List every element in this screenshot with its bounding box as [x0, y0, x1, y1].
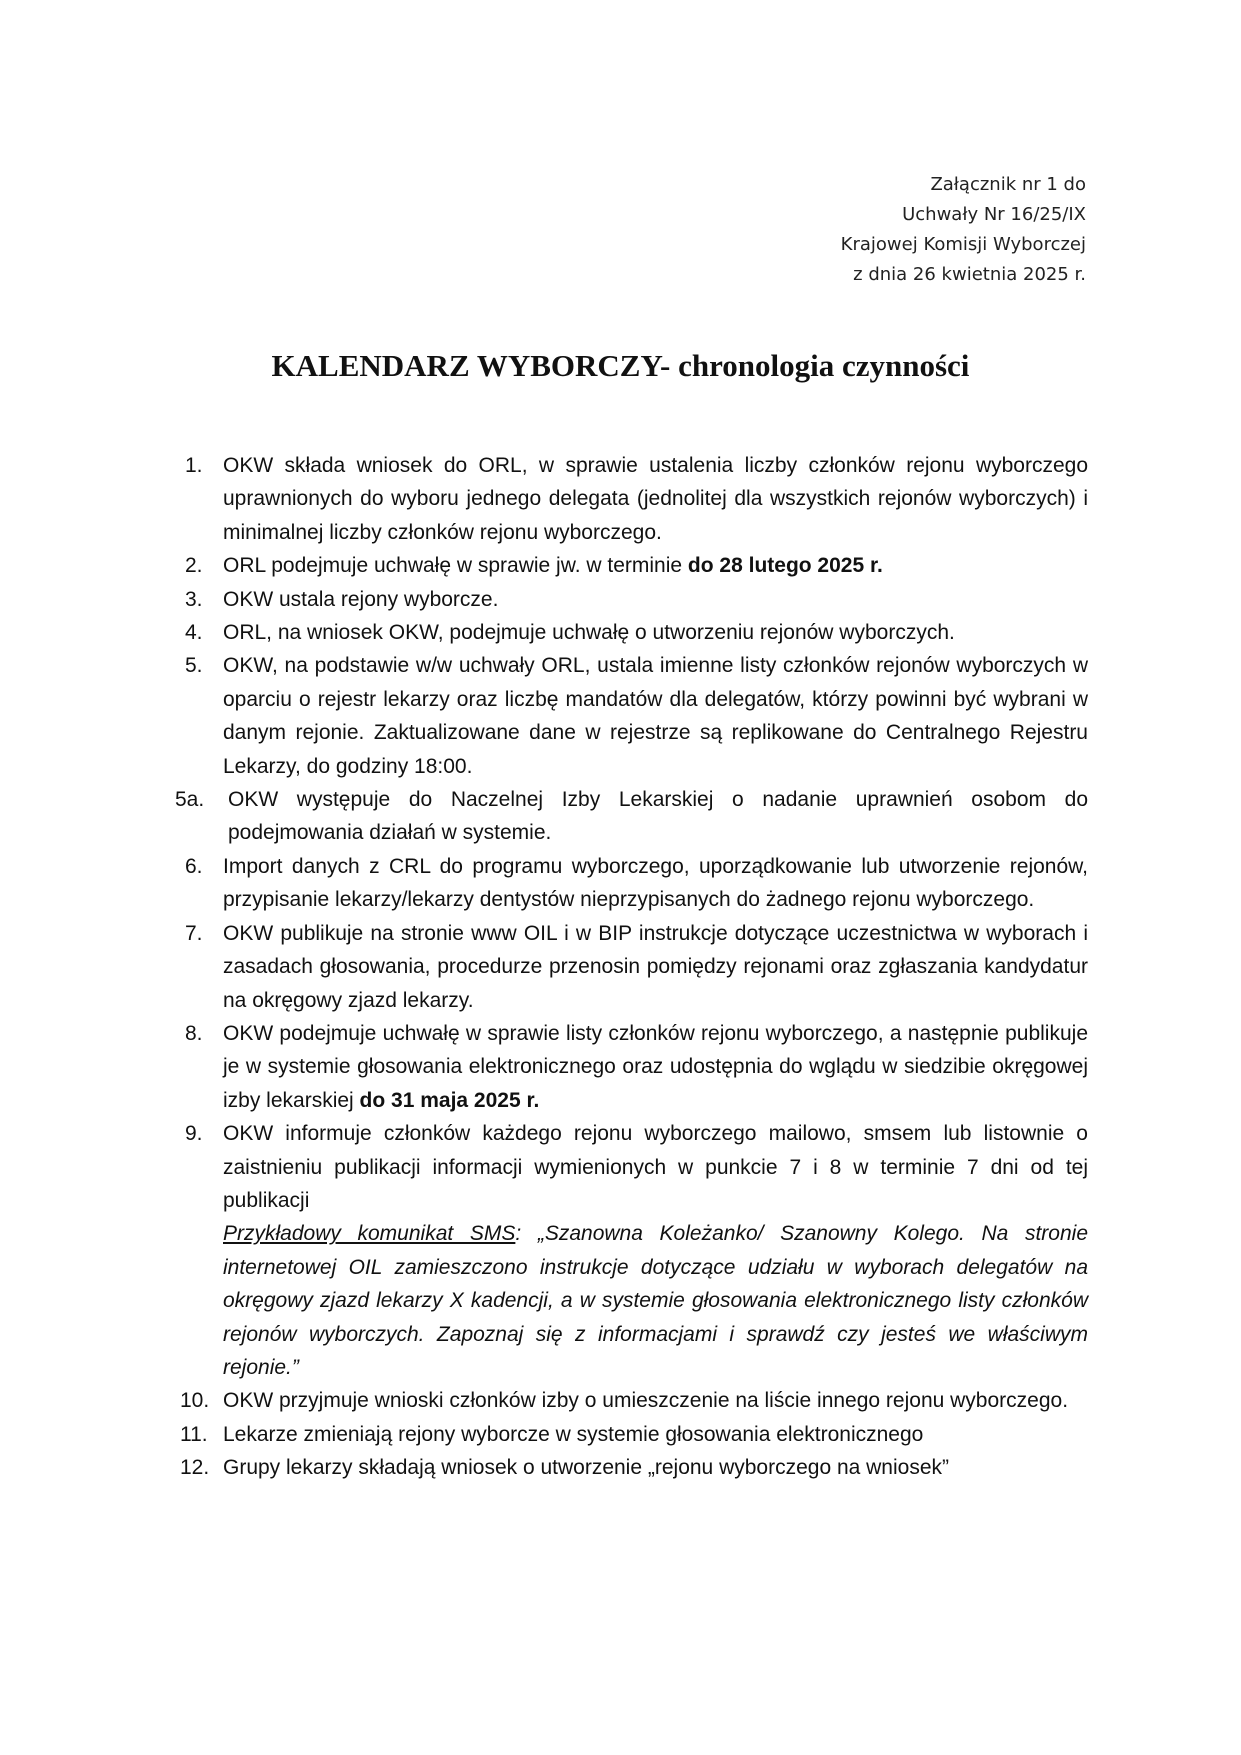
- title-sub: - chronologia czynności: [660, 348, 970, 383]
- list-item: [180, 649, 1088, 783]
- list-item: [180, 1384, 1088, 1417]
- item-deadline: do 28 lutego 2025 r.: [687, 554, 883, 578]
- list-item: [180, 1017, 1088, 1117]
- sms-example-text: : „Szanowna Koleżanko/ Szanowny Kolego. Na stronie internetowej OIL zamieszczono instrukcje dotyczące udziału w wyborach delegatów na okręgowy zjazd lekarzy X kadencji, a w systemie głosowania elektronicznego listy członków rejonów wyborczych. Zapoznaj się z informacjami i sprawdź czy jesteś we właściwym rejonie.”: [223, 1222, 1088, 1379]
- list-item: [180, 616, 1088, 649]
- document-title: [0, 348, 1241, 384]
- item-number: 5.: [185, 654, 203, 678]
- item-number: 9.: [185, 1122, 203, 1146]
- item-number: 12.: [180, 1456, 210, 1480]
- list-item: [180, 1418, 1088, 1451]
- item-number: 6.: [185, 854, 203, 878]
- item-number: 1.: [185, 454, 203, 477]
- item-number: 11.: [180, 1422, 208, 1446]
- item-deadline: do 31 maja 2025 r.: [359, 1088, 540, 1112]
- item-number: 5a.: [175, 788, 205, 812]
- item-text: Lekarze zmieniają rejony wyborcze w systemie głosowania elektronicznego: [223, 1422, 924, 1446]
- sms-example-label: Przykładowy komunikat SMS: [223, 1222, 516, 1246]
- list-item: [180, 850, 1088, 917]
- item-text: ORL podejmuje uchwałę w sprawie jw. w terminie: [223, 554, 688, 578]
- list-item: [180, 449, 1088, 549]
- item-text: OKW, na podstawie w/w uchwały ORL, ustala imienne listy członków rejonów wyborczych w oparciu o rejestr lekarzy oraz liczbę mandatów dla delegatów, którzy powinni być wybrani w danym rejonie. Zaktualizowane dane w rejestrze są replikowane do Centralnego Rejestru Lekarzy, do godziny 18:00.: [223, 654, 1088, 778]
- list-item: [180, 549, 1088, 582]
- list-item: [180, 1117, 1088, 1384]
- title-main: KALENDARZ WYBORCZY: [271, 348, 660, 383]
- list-item: [180, 1451, 1088, 1484]
- list-item: [180, 917, 1088, 1017]
- item-text: OKW występuje do Naczelnej Izby Lekarskiej o nadanie uprawnień osobom do podejmowania działań w systemie.: [228, 788, 1088, 845]
- item-number: 10.: [180, 1389, 210, 1413]
- list-item: [180, 583, 1088, 616]
- item-number: 8.: [185, 1021, 203, 1045]
- sms-example: [223, 1222, 1088, 1379]
- item-number: 7.: [185, 921, 203, 945]
- item-text: OKW informuje członków każdego rejonu wyborczego mailowo, smsem lub listownie o zaistnieniu publikacji informacji wymienionych w punkcie 7 i 8 w terminie 7 dni od tej publikacji: [223, 1122, 1088, 1212]
- item-text: OKW ustala rejony wyborcze.: [223, 587, 499, 611]
- item-text: OKW przyjmuje wnioski członków izby o umieszczenie na liście innego rejonu wyborczego.: [223, 1389, 1069, 1413]
- annex-line-3: Krajowej Komisji Wyborczej: [840, 234, 1086, 255]
- list-item: [175, 783, 1088, 850]
- item-text: Grupy lekarzy składają wniosek o utworzenie „rejonu wyborczego na wniosek”: [223, 1456, 950, 1480]
- annex-line-2: Uchwały Nr 16/25/IX: [902, 204, 1086, 225]
- item-text: ORL, na wniosek OKW, podejmuje uchwałę o utworzeniu rejonów wyborczych.: [223, 621, 955, 645]
- annex-header: [841, 170, 1086, 290]
- item-text: Import danych z CRL do programu wyborczego, uporządkowanie lub utworzenie rejonów, przypisanie lekarzy/lekarzy dentystów nieprzypisanych do żadnego rejonu wyborczego.: [223, 854, 1088, 912]
- chronology-list: [175, 449, 1088, 1485]
- item-number: 2.: [185, 554, 203, 578]
- item-number: 4.: [185, 621, 203, 645]
- annex-line-1: Załącznik nr 1 do: [930, 174, 1086, 195]
- item-text: OKW podejmuje uchwałę w sprawie listy członków rejonu wyborczego, a następnie publikuje je w systemie głosowania elektronicznego oraz udostępnia do wglądu w siedzibie okręgowej izby lekarskiej: [223, 1021, 1088, 1112]
- item-text: OKW publikuje na stronie www OIL i w BIP instrukcje dotyczące uczestnictwa w wyborach i zasadach głosowania, procedurze przenosin pomiędzy rejonami oraz zgłaszania kandydatur na okręgowy zjazd lekarzy.: [223, 921, 1088, 1012]
- item-text: OKW składa wniosek do ORL, w sprawie ustalenia liczby członków rejonu wyborczego uprawnionych do wyboru jednego delegata (jednolitej dla wszystkich rejonów wyborczych) i minimalnej liczby członków rejonu wyborczego.: [223, 454, 1088, 544]
- item-number: 3.: [185, 587, 203, 611]
- annex-line-4: z dnia 26 kwietnia 2025 r.: [853, 264, 1086, 285]
